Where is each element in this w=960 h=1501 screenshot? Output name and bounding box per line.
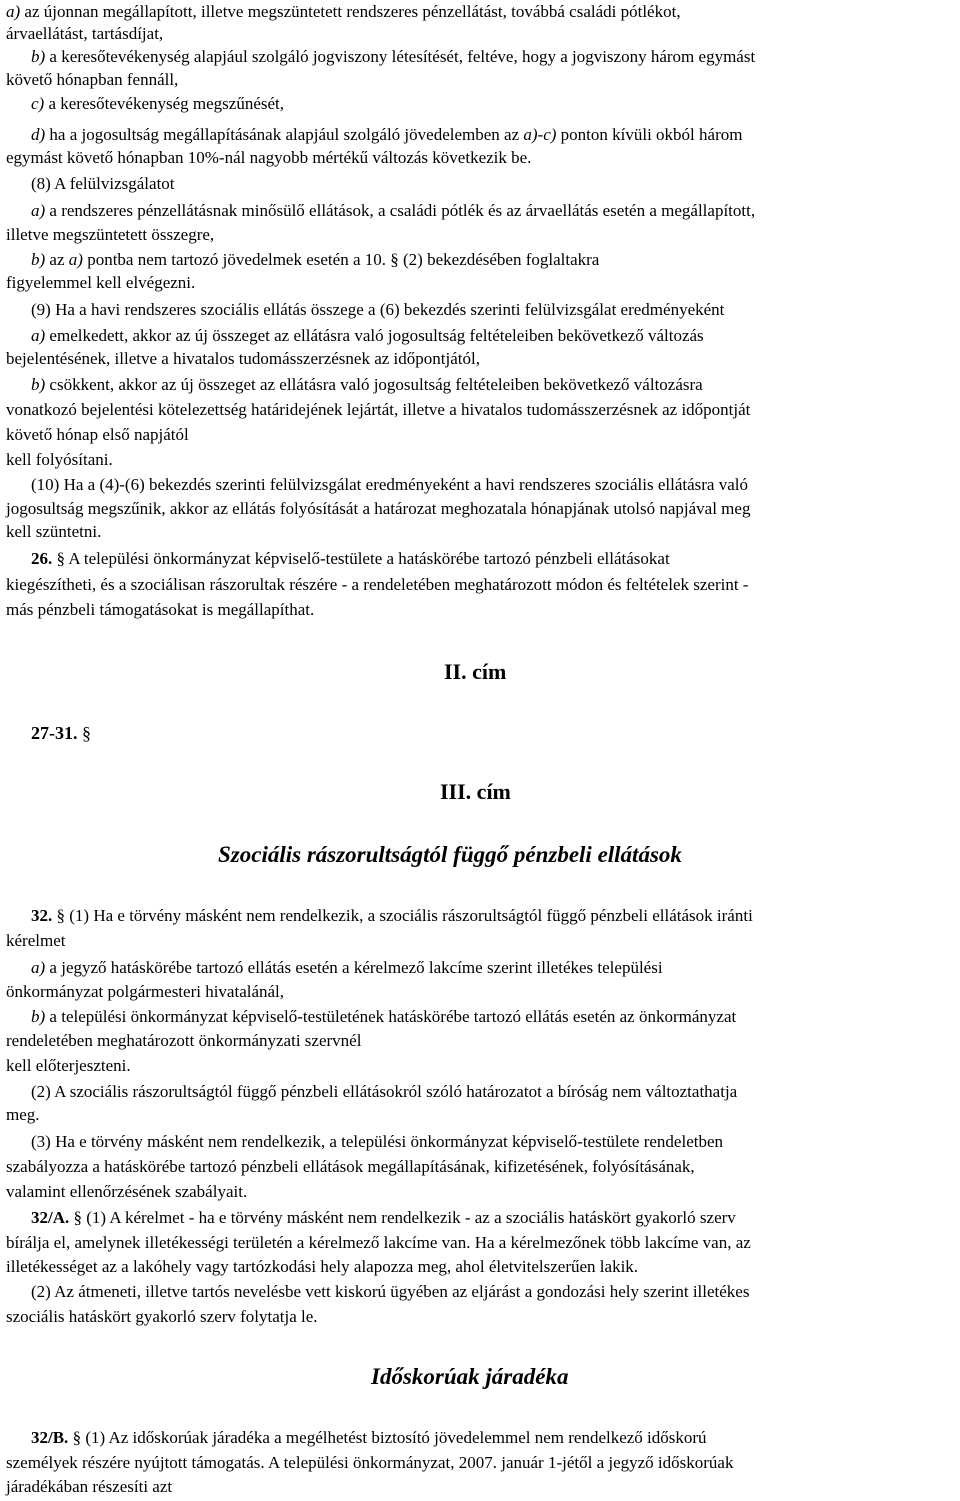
section-number: 27-31. § <box>31 723 91 743</box>
text-line: (2) A szociális rászorultságtól függő pénzbeli ellátásokról szóló határozatot a bíróság nem változtathatja <box>31 1082 738 1101</box>
text-line: más pénzbeli támogatásokat is megállapíthat. <box>6 600 315 619</box>
chapter-title: III. cím <box>440 779 511 804</box>
text-line: szabályozza a hatáskörébe tartozó pénzbeli ellátások megállapításának, kifizetésének, folyósításának, <box>6 1157 695 1176</box>
text-line: (9) Ha a havi rendszeres szociális ellátás összege a (6) bekezdés szerinti felülvizsgálat eredményeként <box>31 300 725 319</box>
section-sign: § <box>390 250 399 269</box>
text-line: egymást követő hónapban 10%-nál nagyobb mértékű változás következik be. <box>6 148 532 167</box>
section-number: 32. <box>31 906 53 925</box>
text-line: 32. § (1) Ha e törvény másként nem rendelkezik, a szociális rászorultságtól függő pénzbeli ellátások iránti <box>31 906 753 925</box>
section-number: 32/B. <box>31 1428 69 1447</box>
text-line: figyelemmel kell elvégezni. <box>6 273 196 292</box>
chapter-title: II. cím <box>444 659 507 684</box>
text-line: követő hónap első napjától <box>6 425 189 444</box>
text-line: (2) Az átmeneti, illetve tartós nevelésbe vett kiskorú ügyében az eljárást a gondozási hely szerint illetékes <box>31 1282 750 1301</box>
text-line: b) csökkent, akkor az új összeget az ellátásra való jogosultság feltételeiben bekövetkező változásra <box>31 375 703 394</box>
section-sign: § <box>72 1428 82 1447</box>
text-line: b) a keresőtevékenység alapjául szolgáló jogviszony létesítését, feltéve, hogy a jogviszony három egymást <box>31 47 756 66</box>
text-line: bejelentésének, illetve a hivatalos tudomásszerzésnek az időpontjától, <box>6 349 480 368</box>
text-line: (10) Ha a (4)-(6) bekezdés szerinti felülvizsgálat eredményeként a havi rendszeres szociális ellátásra való <box>31 475 748 494</box>
text-line: b) a települési önkormányzat képviselő-testületének hatáskörébe tartozó ellátás esetén az önkormányzat <box>31 1007 737 1026</box>
text-line: kell előterjeszteni. <box>6 1056 131 1075</box>
text-line: bírálja el, amelynek illetékességi területén a kérelmező lakcíme van. Ha a kérelmezőnek több lakcíme van, az <box>6 1233 751 1252</box>
text-line: c) a keresőtevékenység megszűnését, <box>31 94 285 113</box>
text-line: a) az újonnan megállapított, illetve megszüntetett rendszeres pénzellátást, továbbá családi pótlékot, <box>6 2 681 21</box>
text-line: szociális hatáskört gyakorló szerv folytatja le. <box>6 1307 318 1326</box>
text-line: a) a rendszeres pénzellátásnak minősülő ellátások, a családi pótlék és az árvaellátás esetén a megállapított, <box>31 201 756 220</box>
text-line: kérelmet <box>6 931 66 950</box>
section-sign: § <box>56 906 65 925</box>
text-line: illetékességet az a lakóhely vagy tartózkodási hely alapozza meg, ahol életvitelszerűen lakik. <box>6 1257 639 1276</box>
text-line: (8) A felülvizsgálatot <box>31 174 175 193</box>
text-line: a) a jegyző hatáskörébe tartozó ellátás esetén a kérelmező lakcíme szerint illetékes települési <box>31 958 663 977</box>
section-sign: § <box>73 1208 82 1227</box>
subchapter-title: Időskorúak járadéka <box>371 1364 569 1389</box>
text-line: vonatkozó bejelentési kötelezettség határidejének lejártát, illetve a hivatalos tudomásszerzésnek az időpontját <box>6 400 751 419</box>
section-sign: § <box>56 549 65 568</box>
text-line: a) emelkedett, akkor az új összeget az ellátásra való jogosultság feltételeiben bekövetkező változás <box>31 326 704 345</box>
text-line: jogosultság megszűnik, akkor az ellátás folyósítását a határozat meghozatala hónapjának utolsó napjával meg <box>6 499 751 518</box>
text-line: követő hónapban fennáll, <box>6 70 179 89</box>
section-number: 26. <box>31 549 53 568</box>
subchapter-title: Szociális rászorultságtól függő pénzbeli ellátások <box>218 842 682 867</box>
text-line: járadékában részesíti azt <box>6 1477 173 1496</box>
text-line: árvaellátást, tartásdíjat, <box>6 24 164 43</box>
text-line: meg. <box>6 1105 40 1124</box>
section-sign: § <box>82 723 91 743</box>
text-line: kiegészítheti, és a szociálisan rászorultak részére - a rendeletében meghatározott módon és feltételek szerint - <box>6 575 749 594</box>
text-line: 26. § A települési önkormányzat képviselő-testülete a hatáskörébe tartozó pénzbeli ellátásokat <box>31 549 670 568</box>
section-number: 32/A. <box>31 1208 70 1227</box>
text-line: 32/A. § (1) A kérelmet - ha e törvény másként nem rendelkezik - az a szociális hatáskört gyakorló szerv <box>31 1208 736 1227</box>
text-line: (3) Ha e törvény másként nem rendelkezik, a települési önkormányzat képviselő-testülete rendeletben <box>31 1132 724 1151</box>
text-line: kell szüntetni. <box>6 522 102 541</box>
text-line: személyek részére nyújtott támogatás. A települési önkormányzat, 2007. január 1-jétől a jegyző időskorúak <box>6 1453 734 1472</box>
text-line: d) ha a jogosultság megállapításának alapjául szolgáló jövedelemben az a)-c) ponton kívüli okból három <box>31 125 743 144</box>
text-line: b) az a) pontba nem tartozó jövedelmek esetén a 10. § (2) bekezdésében foglaltakra <box>31 250 600 269</box>
text-line: 32/B. § (1) Az időskorúak járadéka a megélhetést biztosító jövedelemmel nem rendelkező időskorú <box>31 1428 707 1447</box>
text-line: illetve megszüntetett összegre, <box>6 225 215 244</box>
text-line: valamint ellenőrzésének szabályait. <box>6 1182 248 1201</box>
text-line: rendeletében meghatározott önkormányzati szervnél <box>6 1031 362 1050</box>
text-line: kell folyósítani. <box>6 450 113 469</box>
text-line: önkormányzat polgármesteri hivatalánál, <box>6 982 285 1001</box>
